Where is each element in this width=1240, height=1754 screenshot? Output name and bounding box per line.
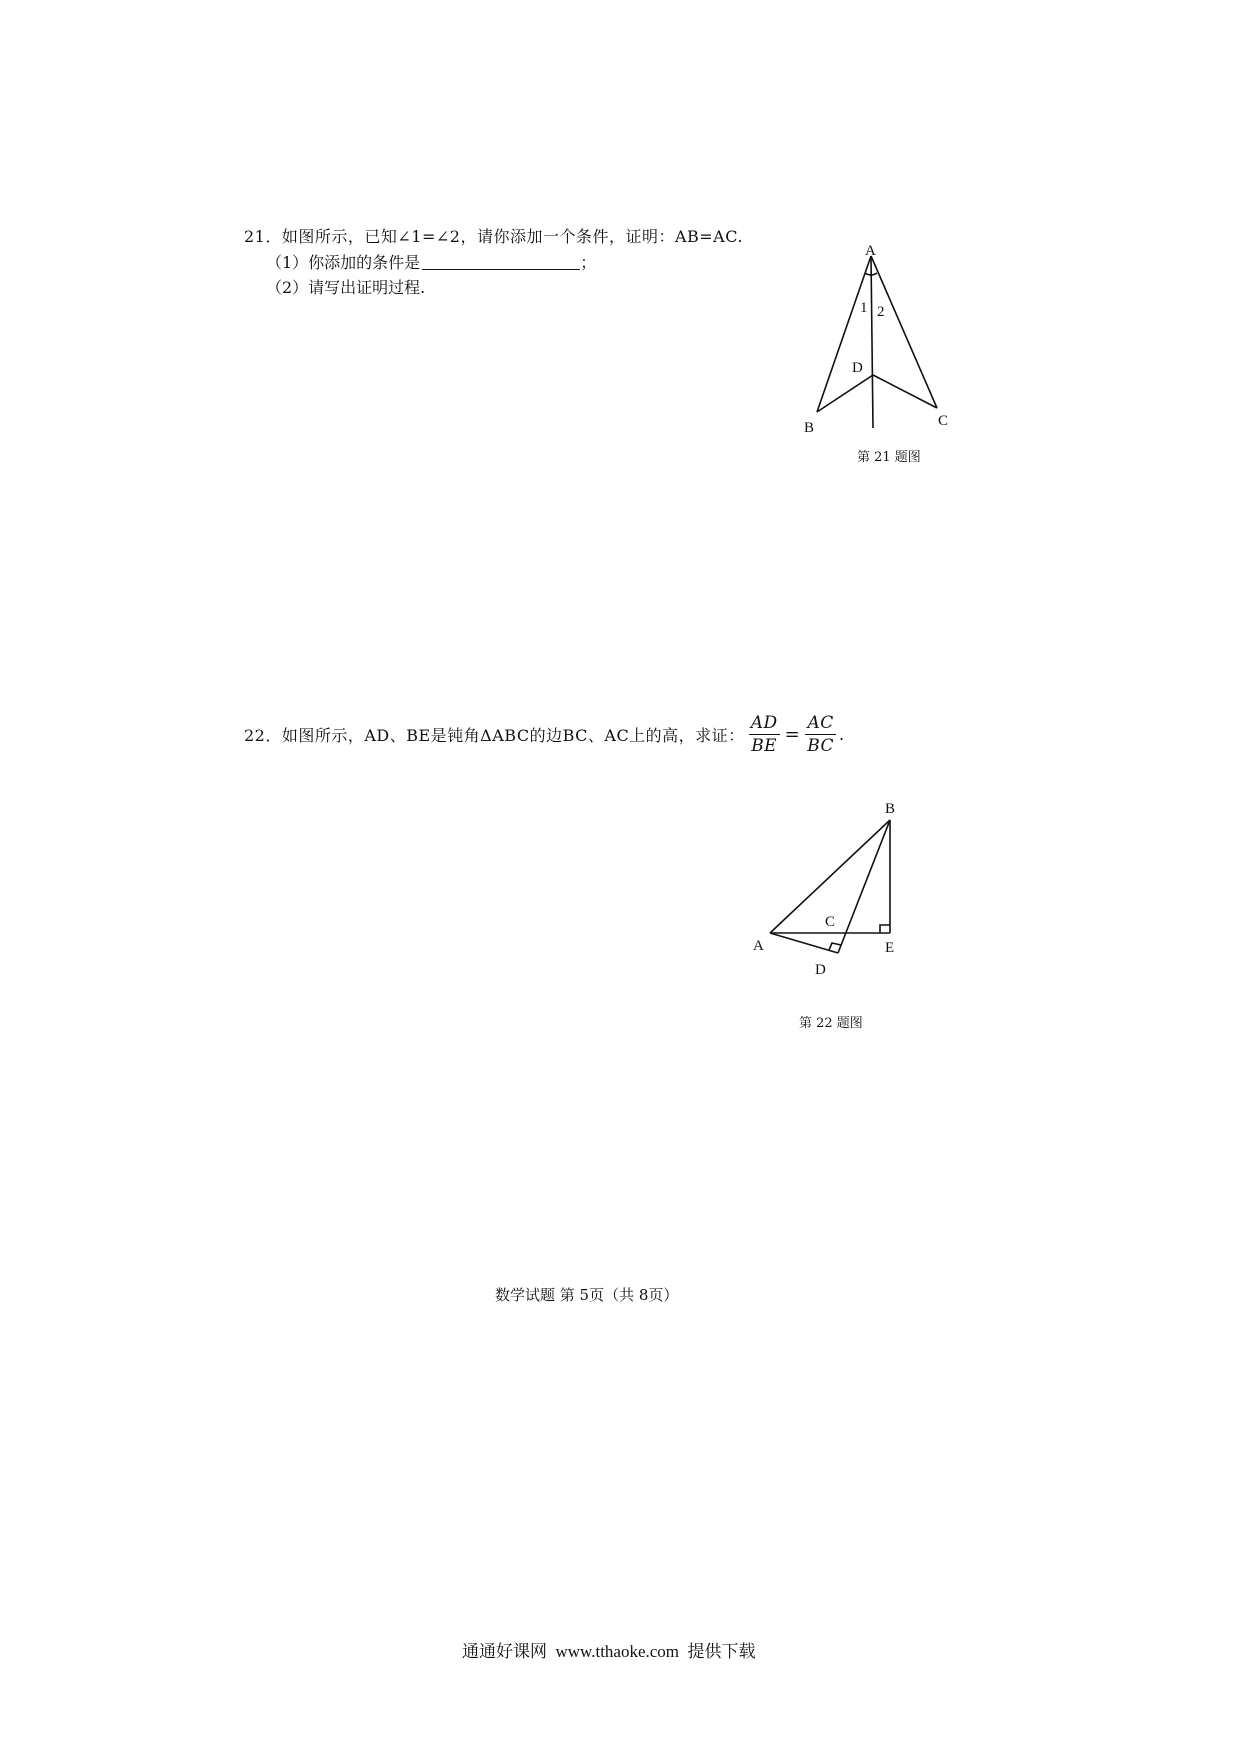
- q22-frac1-denominator: BE: [751, 736, 778, 756]
- q21-line-ad: [871, 256, 873, 428]
- q21-part1-suffix: ；: [580, 253, 597, 272]
- q22-frac1-numerator: AD: [750, 713, 778, 733]
- q22-figure: [740, 795, 910, 985]
- q21-caption: 第 21 题图: [857, 450, 921, 465]
- q21-figure: [790, 240, 970, 470]
- q21-label-b: B: [804, 420, 815, 436]
- q22-caption: 第 22 题图: [799, 1016, 863, 1031]
- q21-label-1: 1: [860, 300, 868, 316]
- q22-label-a: A: [753, 938, 764, 954]
- q22-fraction-ac-bc: [805, 712, 836, 757]
- q22-frac2-denominator: BC: [807, 736, 835, 756]
- q22-label-c: C: [825, 914, 836, 930]
- q22-label-d: D: [815, 962, 826, 978]
- q21-line-bd: [817, 375, 873, 412]
- q22-period: .: [839, 725, 845, 744]
- q21-label-2: 2: [877, 304, 885, 320]
- q22-right-angle-e: [880, 925, 890, 933]
- q22-label-b: B: [885, 801, 896, 817]
- q22-equals: =: [784, 724, 801, 745]
- q21-part1-prefix: （1）你添加的条件是: [266, 253, 421, 272]
- q22-line-ad: [770, 933, 838, 953]
- q21-label-c: C: [938, 413, 949, 429]
- q21-line-ab: [817, 256, 871, 412]
- q21-line-dc: [873, 375, 937, 408]
- q22-fraction-ad-be: [749, 712, 780, 757]
- q21-label-d: D: [852, 360, 863, 376]
- q21-title: 21．如图所示，已知∠1=∠2，请你添加一个条件，证明：AB=AC.: [244, 227, 743, 246]
- q22-label-e: E: [885, 940, 895, 956]
- q22-statement: [244, 712, 845, 757]
- page-footer: 数学试题 第 5页（共 8页）: [495, 1286, 679, 1304]
- q21-part1: [266, 250, 596, 273]
- q22-title: 22．如图所示，AD、BE是钝角ΔABC的边BC、AC上的高，求证：: [244, 726, 745, 745]
- q21-label-a: A: [865, 243, 876, 259]
- q21-line-ac: [871, 256, 937, 408]
- q21-part2: （2）请写出证明过程.: [266, 278, 426, 297]
- q22-frac2-numerator: AC: [805, 712, 836, 735]
- site-note: 通通好课网 www.tthaoke.com 提供下载: [462, 1642, 756, 1661]
- q21-answer-blank[interactable]: [422, 255, 580, 270]
